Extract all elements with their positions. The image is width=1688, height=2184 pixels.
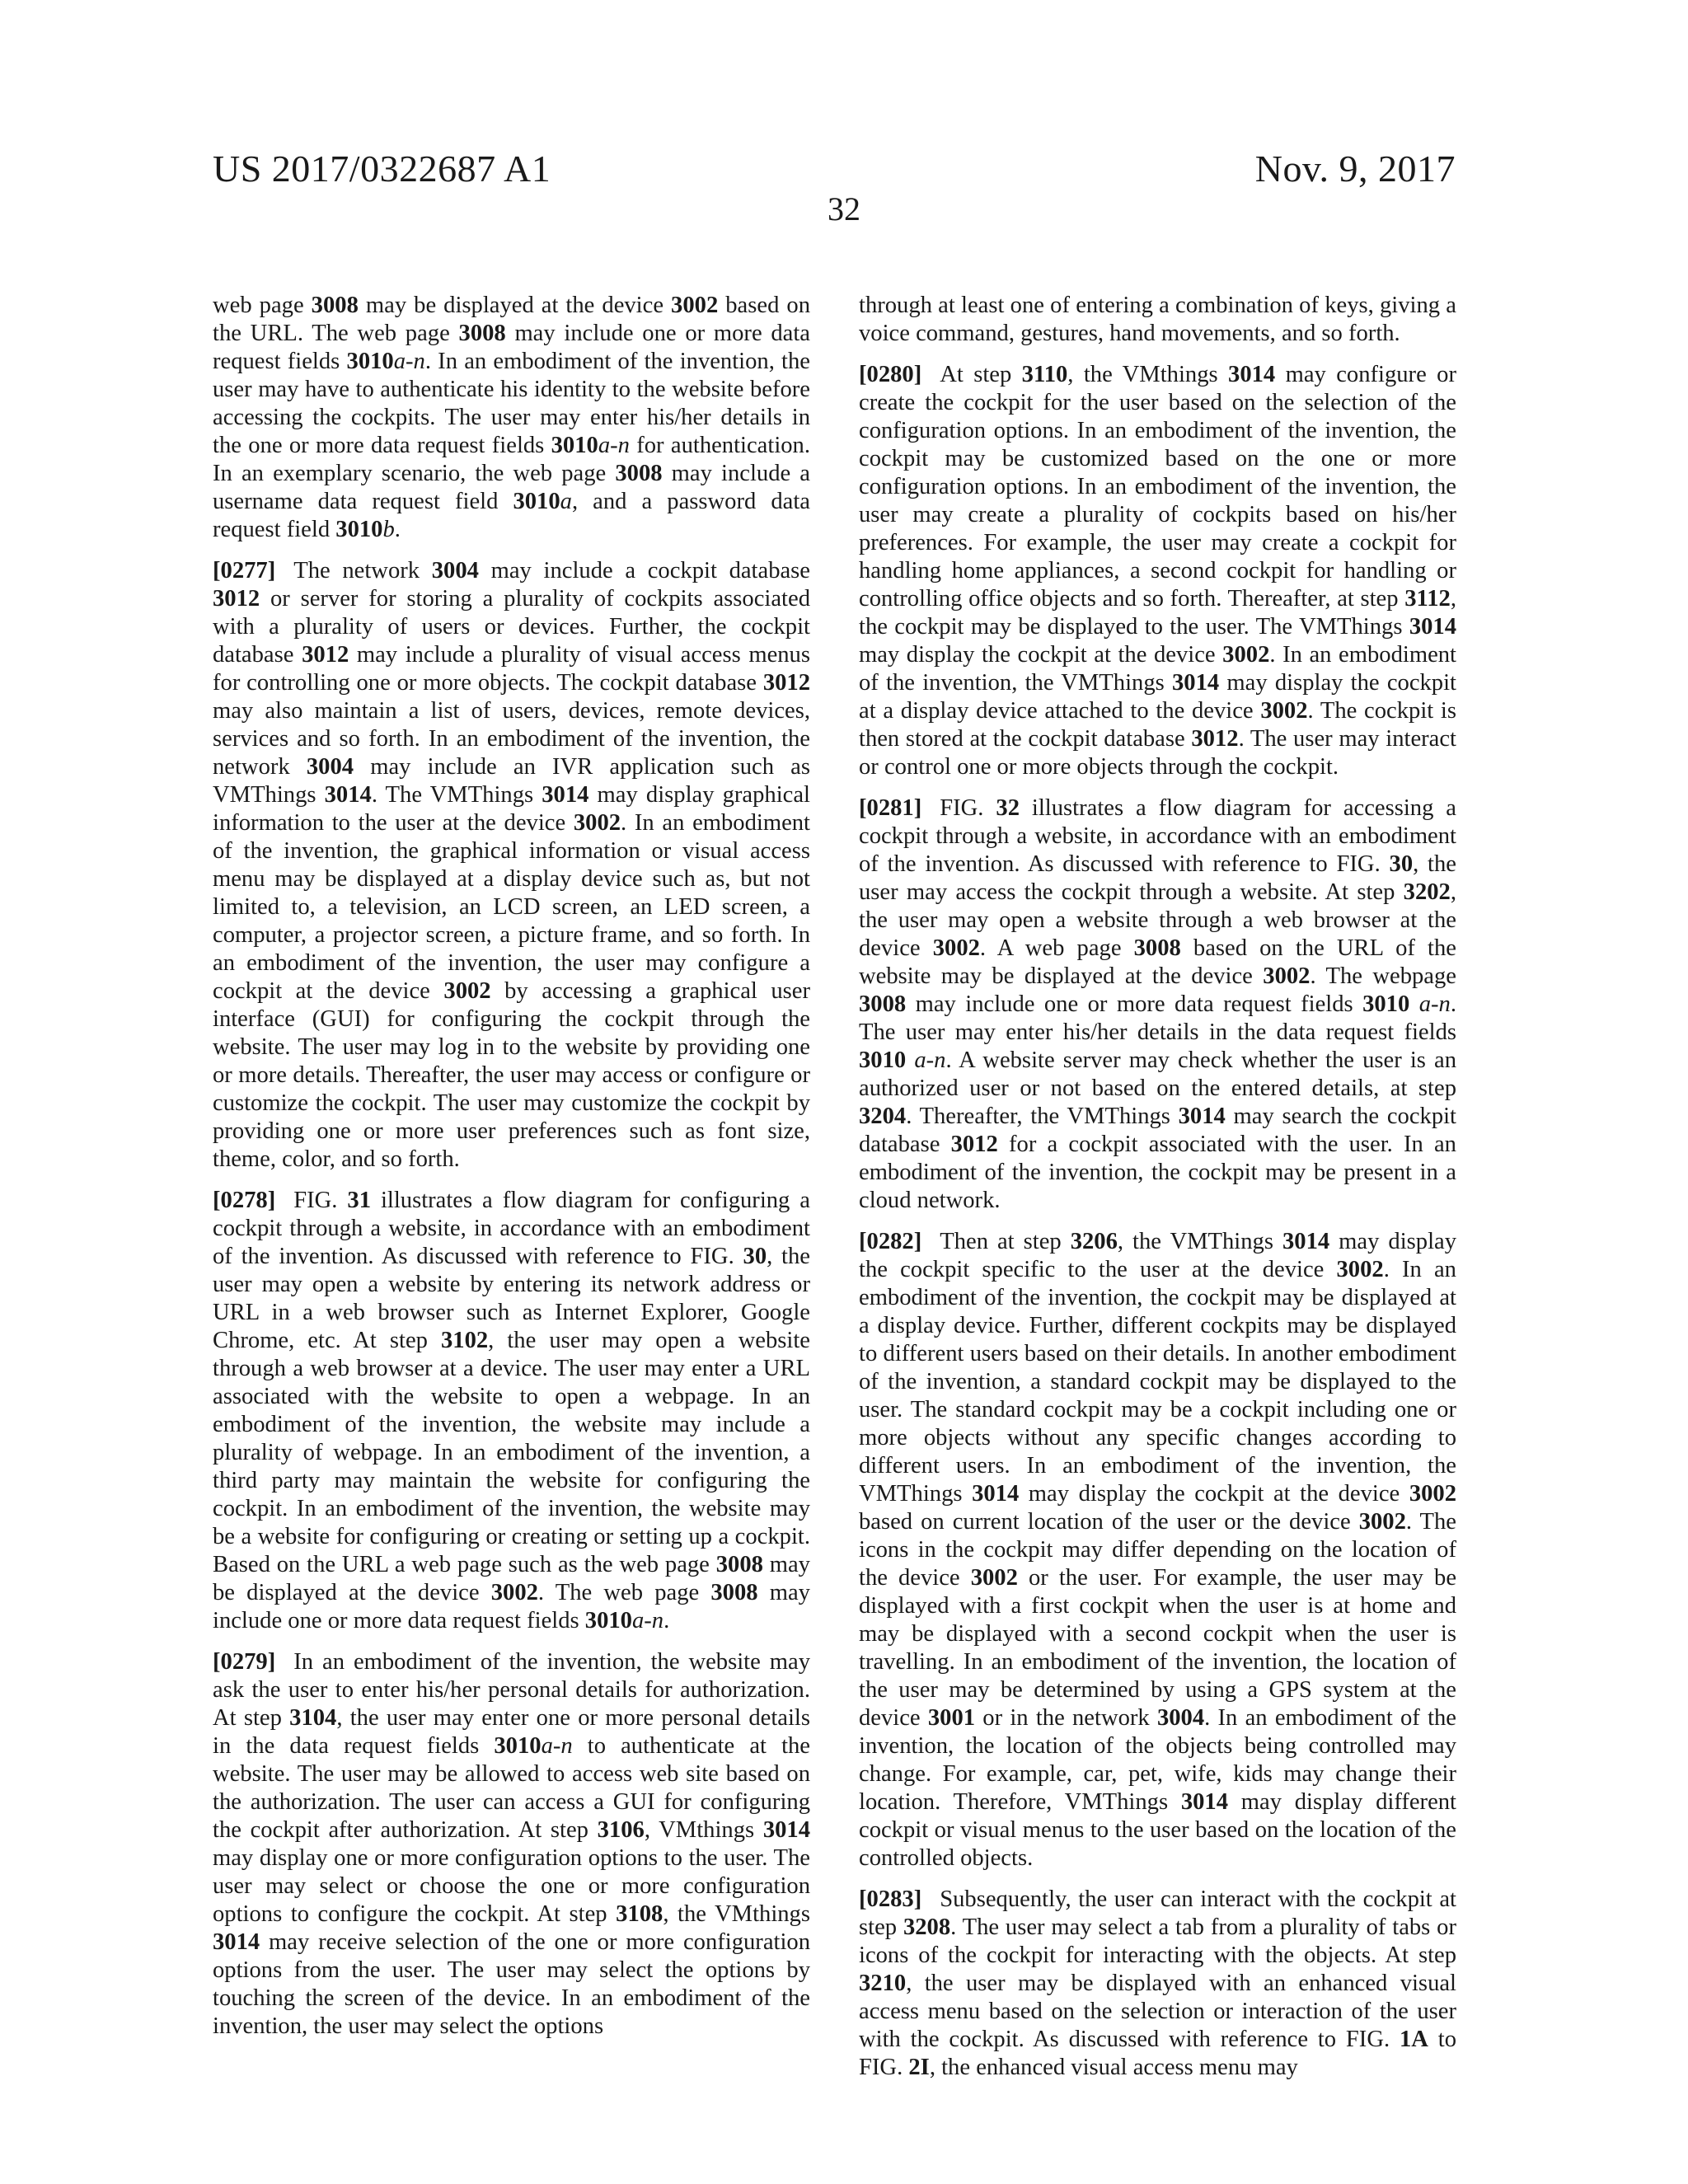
reference-numeral: 3014 bbox=[1180, 1789, 1229, 1815]
reference-numeral: 3012 bbox=[950, 1132, 998, 1157]
text-run: or in the network bbox=[975, 1705, 1157, 1731]
reference-numeral: 3004 bbox=[431, 558, 479, 583]
paragraph-number: [0278] bbox=[213, 1188, 276, 1213]
publication-number: US 2017/0322687 A1 bbox=[213, 148, 551, 190]
reference-numeral: 3002 bbox=[1409, 1481, 1456, 1507]
paragraph-number: [0279] bbox=[213, 1649, 276, 1675]
text-run: . The user may enter his/her details in the data request fields bbox=[859, 991, 1456, 1045]
text-run: , and a password data request field bbox=[213, 489, 810, 542]
text-run: may configure or create the cockpit for the user based on the selection of the configuration options. In an embodiment of the invention, the cockpit may be customized based on the one or more configuration options. In an embodiment of the invention, the user may create a plurality of cockpits based on his/her preferences. For example, the user may create a cockpit for handling home appliances, a second cockpit for handling or controlling office objects and so forth. Thereafter, at step bbox=[859, 362, 1456, 612]
right-column bbox=[859, 292, 1456, 2095]
reference-numeral: 3008 bbox=[859, 991, 907, 1017]
text-run: may include a plurality of visual access menus for controlling one or more objects. The cockpit database bbox=[213, 642, 810, 696]
text-run bbox=[1409, 991, 1418, 1017]
reference-numeral: 30 bbox=[743, 1244, 767, 1269]
reference-numeral: 3010 bbox=[1362, 991, 1410, 1017]
text-run: Then at step bbox=[940, 1229, 1071, 1254]
paragraph-number: [0280] bbox=[859, 362, 922, 387]
text-run: . The webpage bbox=[1310, 963, 1456, 989]
text-run: or server for storing a plurality of cockpits associated with a plurality of users or devices. Further, the cockpit database bbox=[213, 586, 810, 668]
reference-numeral: 3002 bbox=[671, 293, 719, 318]
reference-numeral: 3010 bbox=[584, 1608, 632, 1633]
reference-numeral: 3008 bbox=[615, 461, 663, 486]
paragraph-number: [0283] bbox=[859, 1886, 922, 1912]
reference-numeral: 3202 bbox=[1403, 879, 1451, 905]
reference-numeral: 3002 bbox=[970, 1565, 1018, 1591]
reference-numeral: 3002 bbox=[573, 810, 621, 836]
reference-suffix: a-n bbox=[598, 433, 630, 458]
reference-suffix: a-n bbox=[914, 1047, 946, 1073]
reference-suffix: a-n bbox=[541, 1733, 573, 1759]
text-run: to authenticate at the website. The user may be allowed to access web site based on the authorization. The user can access a GUI for configuring the cockpit after authorization. At step bbox=[213, 1733, 810, 1843]
paragraph bbox=[859, 361, 1456, 781]
reference-numeral: 3014 bbox=[972, 1481, 1020, 1507]
page-number: 32 bbox=[828, 190, 860, 227]
text-run: . Thereafter, the VMThings bbox=[906, 1104, 1179, 1129]
text-run: FIG. bbox=[940, 795, 996, 821]
text-run: may display the cockpit at a display device attached to the device bbox=[859, 670, 1456, 724]
reference-numeral: 3108 bbox=[616, 1901, 663, 1927]
reference-numeral: 3204 bbox=[859, 1104, 907, 1129]
publication-date: Nov. 9, 2017 bbox=[1254, 148, 1456, 190]
text-run: . The cockpit is then stored at the cockpit database bbox=[859, 698, 1456, 752]
text-run: may search the cockpit database bbox=[859, 1104, 1456, 1157]
paragraph-number: [0277] bbox=[213, 558, 276, 583]
text-run: In an embodiment of the invention, the website may ask the user to enter his/her personal details for authorization. At step bbox=[213, 1649, 810, 1731]
text-run: may include a cockpit database bbox=[478, 558, 810, 583]
reference-numeral: 3014 bbox=[1282, 1229, 1330, 1254]
text-run: may display different cockpit or visual menus to the user based on the location of the controlled objects. bbox=[859, 1789, 1456, 1871]
text-run: may include an IVR application such as VMThings bbox=[213, 754, 810, 808]
reference-numeral: 3104 bbox=[289, 1705, 337, 1731]
text-run: through at least one of entering a combination of keys, giving a voice command, gestures, hand movements, and so forth. bbox=[859, 293, 1456, 346]
paragraph-number: [0282] bbox=[859, 1229, 922, 1254]
text-run: may receive selection of the one or more configuration options from the user. The user may select the options by touching the screen of the device. In an embodiment of the invention, the user may select the options bbox=[213, 1929, 810, 2039]
reference-numeral: 3014 bbox=[324, 782, 372, 808]
reference-numeral: 3012 bbox=[213, 586, 260, 612]
text-run: . A web page bbox=[979, 935, 1134, 961]
reference-numeral: 3012 bbox=[1191, 726, 1239, 752]
reference-numeral: 3010 bbox=[494, 1733, 542, 1759]
paragraph bbox=[213, 292, 810, 544]
reference-numeral: 3106 bbox=[597, 1817, 645, 1843]
reference-numeral: 3102 bbox=[440, 1328, 489, 1353]
reference-numeral: 3012 bbox=[302, 642, 349, 668]
text-run: , the VMthings bbox=[1067, 362, 1229, 387]
reference-numeral: 3014 bbox=[1178, 1104, 1226, 1129]
text-run: may also maintain a list of users, devices, remote devices, services and so forth. In an embodiment of the invention, the network bbox=[213, 698, 810, 780]
reference-numeral: 3002 bbox=[1358, 1509, 1406, 1535]
text-run: to FIG. bbox=[859, 2027, 1456, 2080]
reference-numeral: 32 bbox=[996, 795, 1020, 821]
reference-numeral: 3010 bbox=[859, 1047, 907, 1073]
text-run: illustrates a flow diagram for accessing a cockpit through a website, in accordance with an embodiment of the invention. As discussed with reference to FIG. bbox=[859, 795, 1456, 877]
reference-numeral: 3008 bbox=[715, 1552, 763, 1577]
reference-numeral: 3004 bbox=[1156, 1705, 1205, 1731]
paragraph bbox=[213, 557, 810, 1174]
text-run: , the cockpit may be displayed to the user. The VMThings bbox=[859, 586, 1456, 640]
reference-numeral: 3002 bbox=[932, 935, 980, 961]
text-run: . In an embodiment of the invention, the user may have to authenticate his identity to the website before accessing the cockpits. The user may enter his/her details in the one or more data request fields bbox=[213, 349, 810, 458]
reference-numeral: 3208 bbox=[903, 1915, 951, 1940]
reference-numeral: 3014 bbox=[542, 782, 589, 808]
text-run: based on current location of the user or the device bbox=[859, 1509, 1359, 1535]
text-run: . bbox=[394, 517, 401, 542]
text-run: may display graphical information to the user at the device bbox=[213, 782, 810, 836]
text-run: . A website server may check whether the user is an authorized user or not based on the entered details, at step bbox=[859, 1047, 1456, 1101]
text-run: for a cockpit associated with the user. In an embodiment of the invention, the cockpit may be present in a cloud network. bbox=[859, 1132, 1456, 1213]
left-column bbox=[213, 292, 810, 2054]
text-run: may display one or more configuration options to the user. The user may select or choose the one or more configuration options to configure the cockpit. At step bbox=[213, 1845, 810, 1927]
text-run: may display the cockpit at the device bbox=[1019, 1481, 1409, 1507]
reference-numeral: 3012 bbox=[762, 670, 810, 696]
text-run: . The web page bbox=[537, 1580, 711, 1605]
text-run: illustrates a flow diagram for configuring a cockpit through a website, in accordance with an embodiment of the invention. As discussed with reference to FIG. bbox=[213, 1188, 810, 1269]
reference-numeral: 3008 bbox=[311, 293, 359, 318]
text-run: , VMthings bbox=[644, 1817, 763, 1843]
reference-numeral: 3001 bbox=[927, 1705, 976, 1731]
paragraph bbox=[859, 1228, 1456, 1872]
reference-numeral: 3008 bbox=[710, 1580, 758, 1605]
text-run: may display the cockpit specific to the user at the device bbox=[859, 1229, 1457, 1282]
text-run: . The icons in the cockpit may differ depending on the location of the device bbox=[859, 1509, 1456, 1591]
text-run: may be displayed at the device bbox=[358, 293, 672, 318]
text-run: , the VMThings bbox=[1117, 1229, 1282, 1254]
reference-suffix: a-n bbox=[393, 349, 425, 374]
reference-numeral: 3014 bbox=[762, 1817, 810, 1843]
reference-numeral: 3002 bbox=[443, 978, 491, 1004]
text-run: , the user may open a website by entering its network address or URL in a web browser such as Internet Explorer, Google Chrome, etc. At step bbox=[213, 1244, 810, 1353]
text-run: The network bbox=[293, 558, 432, 583]
text-run: At step bbox=[940, 362, 1022, 387]
reference-numeral: 3004 bbox=[306, 754, 354, 780]
reference-numeral: 30 bbox=[1389, 851, 1414, 877]
text-run: , the enhanced visual access menu may bbox=[929, 2055, 1298, 2080]
text-run: may display the cockpit at the device bbox=[859, 642, 1223, 668]
reference-suffix: b bbox=[382, 517, 395, 542]
text-run: . In an embodiment of the invention, the graphical information or visual access menu may be displayed at a display device such as, but not limited to, a television, an LCD screen, an LED screen, a computer, a projector screen, a picture frame, and so forth. In an embodiment of the invention, the user may configure a cockpit at the device bbox=[213, 810, 811, 1004]
reference-numeral: 3014 bbox=[1228, 362, 1276, 387]
reference-numeral: 2I bbox=[908, 2055, 930, 2080]
paragraph bbox=[213, 1187, 810, 1635]
text-run: . bbox=[663, 1608, 670, 1633]
paragraph bbox=[213, 1648, 810, 2041]
paragraph bbox=[859, 1886, 1456, 2082]
text-run: , the user may enter one or more personal details in the data request fields bbox=[213, 1705, 811, 1759]
reference-numeral: 3010 bbox=[335, 517, 383, 542]
text-run: may include one or more data request fields bbox=[213, 321, 811, 374]
text-run: . In an embodiment of the invention, the location of the objects being controlled may change. For example, car, pet, wife, kids may change their location. Therefore, VMThings bbox=[859, 1705, 1456, 1815]
text-run: , the VMthings bbox=[663, 1901, 810, 1927]
page-header bbox=[0, 0, 1688, 247]
text-run: , the user may be displayed with an enhanced visual access menu based on the selection or interaction of the user with the cockpit. As discussed with reference to FIG. bbox=[859, 1971, 1456, 2052]
reference-numeral: 3002 bbox=[1263, 963, 1311, 989]
reference-numeral: 3014 bbox=[213, 1929, 260, 1955]
text-run: Subsequently, the user can interact with the cockpit at step bbox=[859, 1886, 1456, 1940]
text-run bbox=[906, 1047, 914, 1073]
paragraph bbox=[859, 794, 1456, 1215]
text-run: based on the URL of the website may be displayed at the device bbox=[859, 935, 1456, 989]
text-run: . In an embodiment of the invention, the VMThings bbox=[859, 642, 1456, 696]
reference-suffix: a-n bbox=[1418, 991, 1451, 1017]
reference-suffix: a-n bbox=[631, 1608, 664, 1633]
text-run: may include one or more data request fields bbox=[906, 991, 1363, 1017]
reference-numeral: 3010 bbox=[513, 489, 560, 514]
text-run: web page bbox=[213, 293, 312, 318]
paragraph bbox=[859, 292, 1456, 348]
text-run: FIG. bbox=[293, 1188, 348, 1213]
reference-numeral: 3014 bbox=[1409, 614, 1456, 640]
reference-numeral: 3010 bbox=[346, 349, 394, 374]
reference-numeral: 1A bbox=[1399, 2027, 1428, 2052]
paragraph-number: [0281] bbox=[859, 795, 922, 821]
text-run: , the user may open a website through a web browser at the device bbox=[859, 879, 1456, 961]
text-run: for authentication. In an exemplary scenario, the web page bbox=[213, 433, 810, 486]
text-run: , the user may access the cockpit through a website. At step bbox=[859, 851, 1456, 905]
text-run: or the user. For example, the user may be displayed with a first cockpit when the user is at home and may be displayed with a second cockpit when the user is travelling. In an embodiment of the invention, the location of the user may be determined by using a GPS system at the device bbox=[859, 1565, 1457, 1731]
reference-numeral: 3014 bbox=[1171, 670, 1220, 696]
reference-numeral: 3002 bbox=[1222, 642, 1270, 668]
text-run: . The user may select a tab from a plurality of tabs or icons of the cockpit for interacting with the objects. At step bbox=[859, 1915, 1456, 1968]
reference-numeral: 3008 bbox=[458, 321, 506, 346]
reference-numeral: 3210 bbox=[859, 1971, 907, 1996]
text-run: based on the URL. The web page bbox=[213, 293, 810, 346]
text-run: by accessing a graphical user interface (GUI) for configuring the cockpit through the website. The user may log in to the website by providing one or more details. Thereafter, the user may access or configure or customize the cockpit. The user may customize the cockpit by providing one or more user preferences such as font size, theme, color, and so forth. bbox=[213, 978, 810, 1172]
text-run: may include a username data request field bbox=[213, 461, 810, 514]
reference-numeral: 3010 bbox=[551, 433, 598, 458]
reference-numeral: 3206 bbox=[1070, 1229, 1118, 1254]
reference-numeral: 3002 bbox=[1260, 698, 1308, 724]
text-run: , the user may open a website through a web browser at a device. The user may enter a URL associated with the website to open a webpage. In an embodiment of the invention, the website may include a plurality of webpage. In an embodiment of the invention, a third party may maintain the website for configuring the cockpit. In an embodiment of the invention, the website may be a website for configuring or creating or setting up a cockpit. Based on the URL a web page such as the web page bbox=[213, 1328, 810, 1577]
reference-suffix: a bbox=[560, 489, 572, 514]
text-run: may be displayed at the device bbox=[213, 1552, 810, 1605]
reference-numeral: 3002 bbox=[1336, 1257, 1384, 1282]
reference-numeral: 3112 bbox=[1404, 586, 1451, 612]
reference-numeral: 3002 bbox=[490, 1580, 538, 1605]
text-run: . In an embodiment of the invention, the cockpit may be displayed at a display device. Further, different cockpits may be displayed to different users based on their details. In another embodiment of the invention, a standard cockpit may be displayed to the user. The standard cockpit may be a cockpit including one or more objects without any specific changes according to different users. In an embodiment of the invention, the VMThings bbox=[859, 1257, 1456, 1507]
reference-numeral: 3008 bbox=[1133, 935, 1181, 961]
text-run: . The VMThings bbox=[371, 782, 542, 808]
reference-numeral: 3110 bbox=[1021, 362, 1068, 387]
reference-numeral: 31 bbox=[347, 1188, 371, 1213]
text-run: may include one or more data request fields bbox=[213, 1580, 810, 1633]
text-run: . The user may interact or control one or more objects through the cockpit. bbox=[859, 726, 1456, 780]
